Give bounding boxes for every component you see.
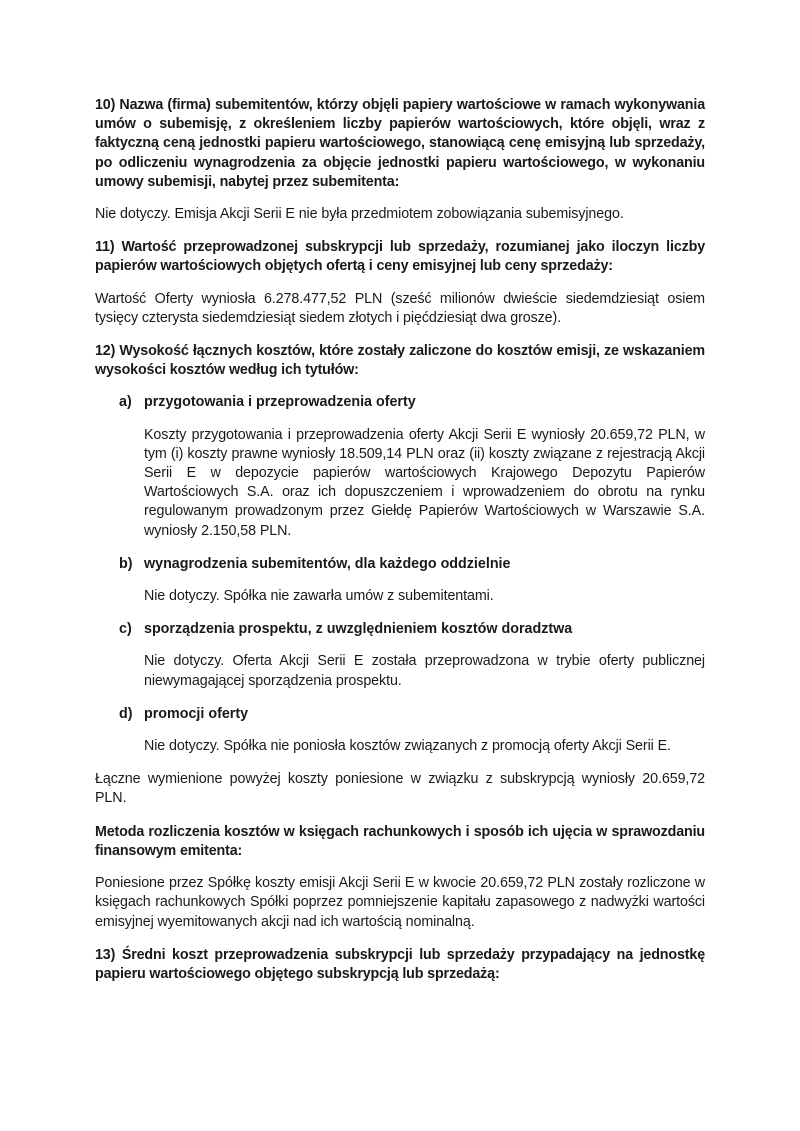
list-item-title: przygotowania i przeprowadzenia oferty [144,394,416,411]
section-11-heading: 11) Wartość przeprowadzonej subskrypcji lub sprzedaży, rozumianej jako iloczyn liczby papierów wartościowych objętych ofertą i ceny emisyjnej lub ceny sprzedaży: [95,239,705,275]
list-item-title: sporządzenia prospektu, z uwzględnieniem kosztów doradztwa [144,621,573,638]
list-item-body: Nie dotyczy. Spółka nie poniosła kosztów związanych z promocją oferty Akcji Serii E. [144,738,671,755]
section-12-heading: 12) Wysokość łącznych kosztów, które zostały zaliczone do kosztów emisji, ze wskazaniem wysokości kosztów według ich tytułów: [95,343,705,379]
list-marker: c) [119,621,132,638]
list-marker: d) [119,705,133,722]
list-item [95,555,705,606]
section-11-body: Wartość Oferty wyniosła 6.278.477,52 PLN (sześć milionów dwieście siedemdziesiąt osiem tysięcy czterysta siedemdziesiąt siedem złotych i pięćdziesiąt dwa grosze). [95,290,705,326]
list-marker: a) [119,394,132,411]
list-item [95,393,705,540]
list-marker: b) [119,555,133,572]
cost-items-list [95,393,705,756]
list-item [95,705,705,756]
list-item-title: promocji oferty [144,705,249,722]
section-10-heading: 10) Nazwa (firma) subemitentów, którzy objęli papiery wartościowe w ramach wykonywania umów o subemisję, z określeniem liczby papierów wartościowych, które objęli, wraz z faktyczną ceną jednostki papieru wartościowego, stanowiącą cenę emisyjną lub sprzedaży, po odliczeniu wynagrodzenia za objęcie jednostki papieru wartościowego, w wykonaniu umowy subemisji, nabytej przez subemitenta: [95,97,705,190]
section-10-body: Nie dotyczy. Emisja Akcji Serii E nie była przedmiotem zobowiązania subemisyjnego. [95,206,624,223]
accounting-method-body: Poniesione przez Spółkę koszty emisji Akcji Serii E w kwocie 20.659,72 PLN zostały rozliczone w księgach rachunkowych Spółki poprzez pomniejszenie kapitału zapasowego z nadwyżki wartości emisyjnej wyemitowanych akcji nad ich wartością nominalną. [95,875,705,930]
list-item-title: wynagrodzenia subemitentów, dla każdego oddzielnie [144,555,511,572]
section-13-heading: 13) Średni koszt przeprowadzenia subskrypcji lub sprzedaży przypadający na jednostkę papieru wartościowego objętego subskrypcją lub sprzedażą: [95,946,705,982]
document-page [95,96,705,984]
list-item [95,620,705,691]
list-item-body: Nie dotyczy. Spółka nie zawarła umów z subemitentami. [144,588,494,605]
list-item-body: Nie dotyczy. Oferta Akcji Serii E została przeprowadzona w trybie oferty publicznej niewymagającej sporządzenia prospektu. [144,653,705,689]
accounting-method-heading: Metoda rozliczenia kosztów w księgach rachunkowych i sposób ich ujęcia w sprawozdaniu finansowym emitenta: [95,823,705,859]
total-costs-text: Łączne wymienione powyżej koszty poniesione w związku z subskrypcją wyniosły 20.659,72 PLN. [95,771,705,807]
list-item-body: Koszty przygotowania i przeprowadzenia oferty Akcji Serii E wyniosły 20.659,72 PLN, w tym (i) koszty prawne wyniosły 18.509,14 PLN oraz (ii) koszty związane z rejestracją Akcji Serii E w depozycie papierów wartościowych Krajowego Depozytu Papierów Wartościowych S.A. oraz ich dopuszczeniem i wprowadzeniem do obrotu na rynku regulowanym prowadzonym przez Giełdę Papierów Wartościowych w Warszawie S.A. wyniosły 2.150,58 PLN. [144,426,705,539]
